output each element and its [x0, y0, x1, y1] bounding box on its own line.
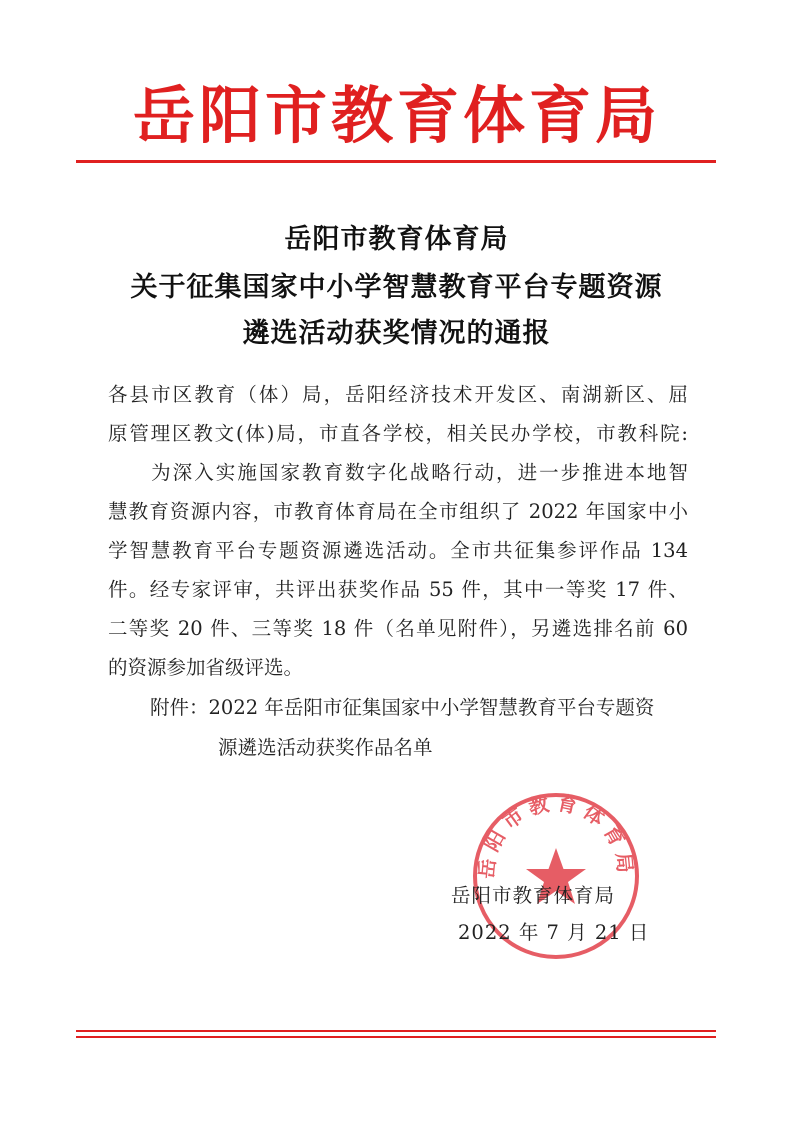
body-line: 件。经专家评审，共评出获奖作品 55 件，其中一等奖 17 件、 [108, 578, 688, 601]
attachment-line-1: 附件：2022 年岳阳市征集国家中小学智慧教育平台专题资 [150, 696, 655, 719]
body-line: 为深入实施国家教育数字化战略行动，进一步推进本地智 [108, 461, 688, 484]
body-line: 各县市区教育（体）局，岳阳经济技术开发区、南湖新区、屈 [108, 383, 688, 406]
footer-divider-top [76, 1030, 716, 1032]
signature-date: 2022 年 7 月 21 日 [458, 921, 650, 944]
body-line: 的资源参加省级评选。 [108, 656, 304, 679]
footer-divider-bottom [76, 1036, 716, 1038]
body-line: 慧教育资源内容，市教育体育局在全市组织了 2022 年国家中小 [108, 500, 688, 523]
seal-text: 岳阳市教育体育局 [474, 790, 638, 880]
signature-organization: 岳阳市教育体育局 [451, 884, 616, 907]
body-line: 二等奖 20 件、三等奖 18 件（名单见附件），另遴选排名前 60 [108, 617, 688, 640]
masthead-title: 岳阳市教育体育局 [132, 79, 661, 152]
document-title-line-1: 岳阳市教育体育局 [284, 224, 509, 255]
body-line: 学智慧教育平台专题资源遴选活动。全市共征集参评作品 134 [108, 539, 688, 562]
attachment-line-2: 源遴选活动获奖作品名单 [218, 736, 433, 759]
document-title-line-3: 遴选活动获奖情况的通报 [242, 318, 551, 349]
body-line: 原管理区教文(体)局，市直各学校，相关民办学校，市教科院: [108, 422, 688, 445]
document-title-line-2: 关于征集国家中小学智慧教育平台专题资源 [130, 272, 663, 303]
header-divider [76, 160, 716, 163]
